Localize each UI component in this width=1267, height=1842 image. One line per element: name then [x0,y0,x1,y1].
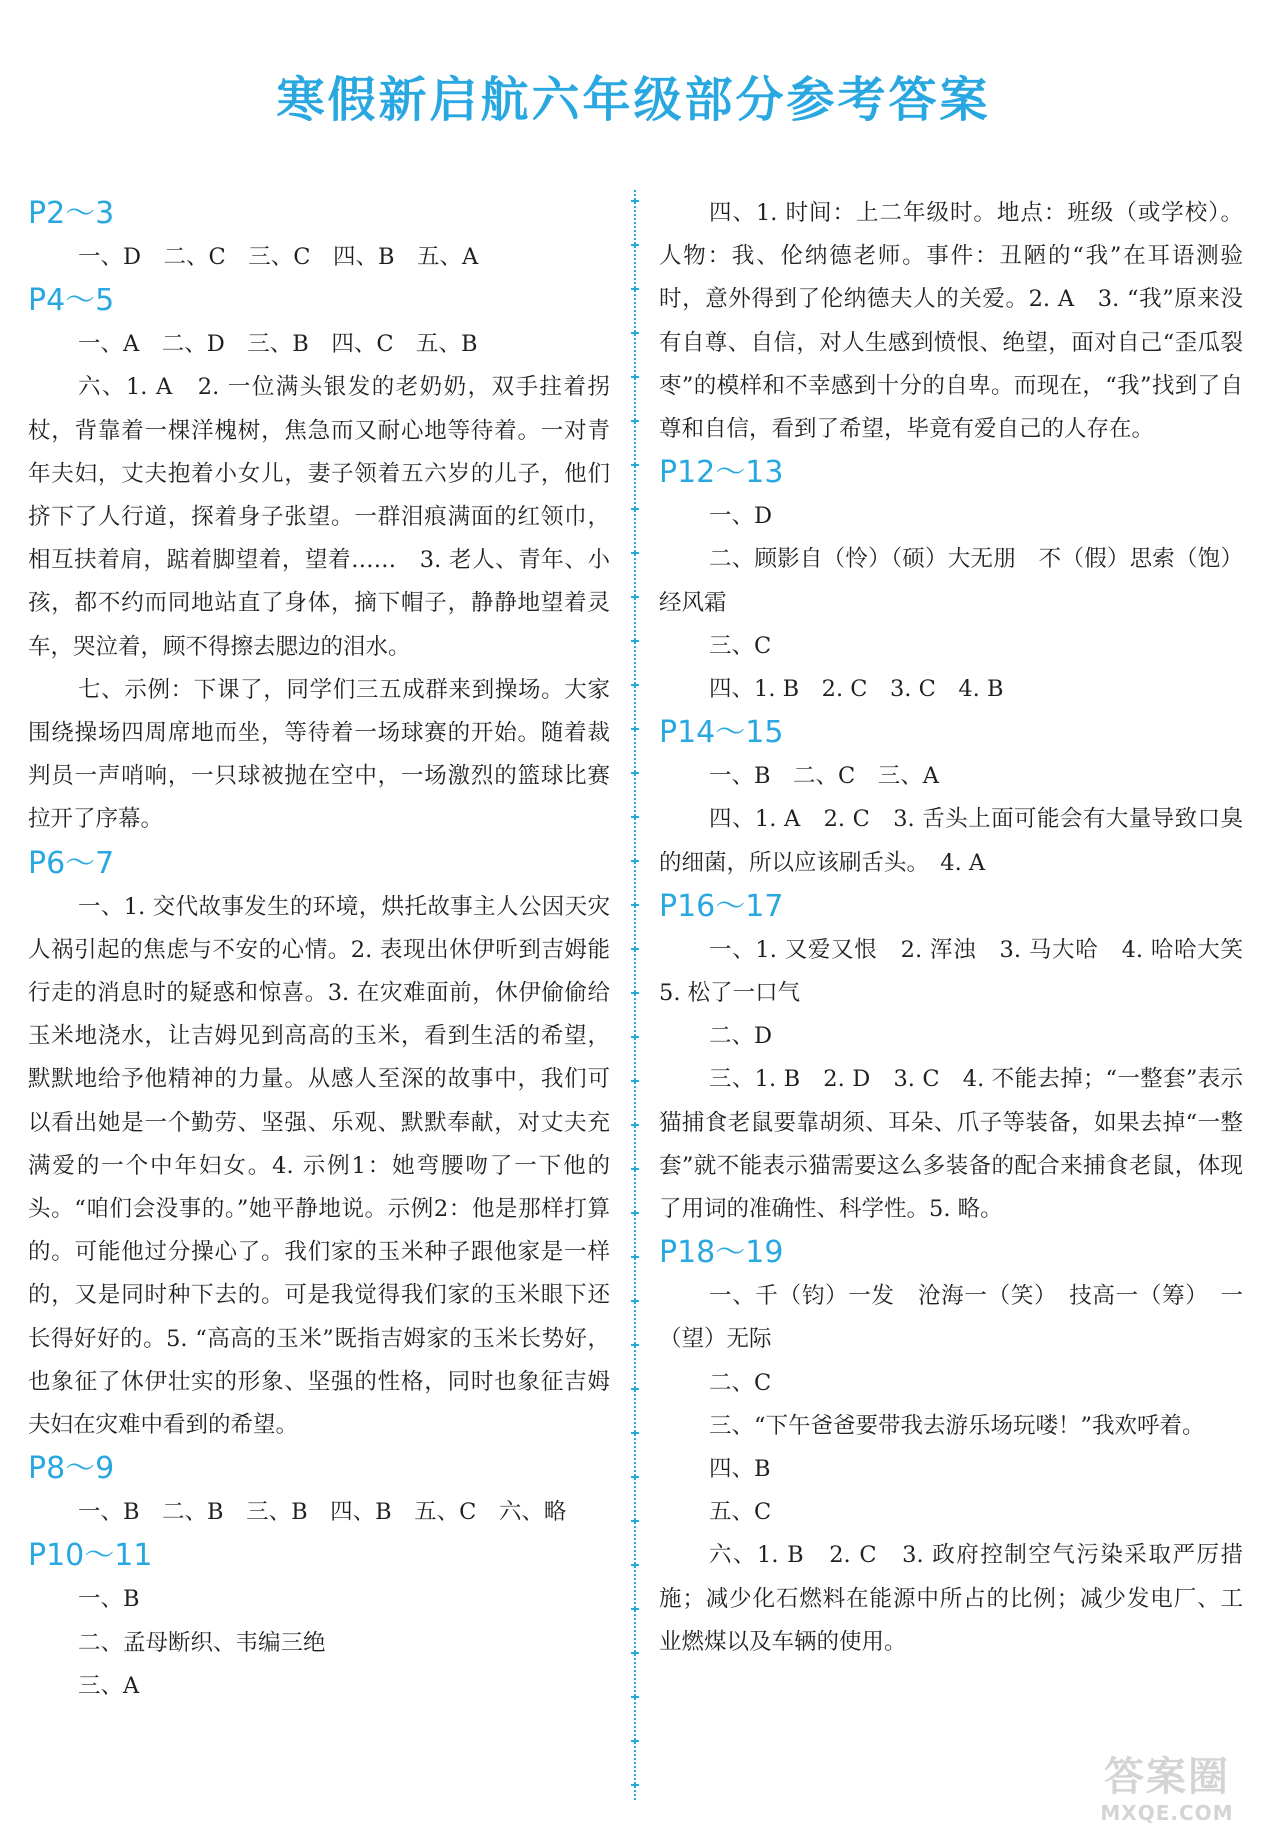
section-heading: P12～13 [659,455,784,491]
section-heading: P2～3 [28,196,115,231]
divider-tick [631,728,639,730]
divider-tick [631,640,639,642]
answer-line: 二、C [709,1369,772,1396]
divider-tick [631,376,639,378]
divider-tick [631,244,639,246]
answer-line: 二、顾影自（怜）（硕）大无朋 不（假）思索（饱）经风霜 [659,546,1243,616]
divider-tick [631,1520,639,1522]
left-column [28,192,610,1708]
answer-line: 一、B [78,1586,140,1613]
divider-tick [631,200,639,202]
answer-line: 三、A [78,1672,140,1699]
divider-tick [631,288,639,290]
divider-tick [631,1256,639,1258]
divider-tick [631,1300,639,1302]
right-column [659,192,1266,1664]
answer-line: 四、B [709,1456,771,1483]
column-divider [634,190,636,1800]
divider-tick [631,1212,639,1214]
divider-tick [631,904,639,906]
page-title: 寒假新启航六年级部分参考答案 [276,72,991,128]
divider-tick [631,1036,639,1038]
divider-tick [631,552,639,554]
answer-line: 四、1. A 2. C 3. 舌头上面可能会有大量导致口臭的细菌，所以应该刷舌头。 4. A [659,806,1243,876]
section-heading: P6～7 [28,845,115,881]
answer-line: 六、1. B 2. C 3. 政府控制空气污染采取严厉措施；减少化石燃料在能源中所占的比例；减少发电厂、工业燃煤以及车辆的使用。 [659,1542,1243,1655]
divider-tick [631,992,639,994]
divider-tick [631,1696,639,1698]
divider-tick [631,1740,639,1742]
answer-line: 二、孟母断织、韦编三绝 [78,1629,326,1656]
watermark-logo [1081,1754,1253,1834]
section-heading: P10～11 [28,1538,153,1574]
answer-line: 三、1. B 2. D 3. C 4. 不能去掉；“一整套”表示猫捕食老鼠要靠胡须、耳朵、爪子等装备，如果去掉“一整套”就不能表示猫需要这么多装备的配合来捕食老鼠，体现了用词的准确性、科学性。5. 略。 [659,1066,1243,1223]
divider-tick [631,332,639,334]
divider-tick [631,1564,639,1566]
section-heading: P14～15 [659,715,784,751]
answer-line: 一、B 二、C 三、A [709,763,939,790]
divider-tick [631,1080,639,1082]
divider-tick [631,1168,639,1170]
answer-line: 一、D 二、C 三、C 四、B 五、A [78,244,479,270]
answer-line: 七、示例：下课了，同学们三五成群来到操场。大家围绕操场四周席地而坐，等待着一场球赛的开始。随着裁判员一声哨响，一只球被抛在空中，一场激烈的篮球比赛拉开了序幕。 [28,676,610,833]
answer-line: 一、1. 又爱又恨 2. 浑浊 3. 马大哈 4. 哈哈大笑 5. 松了一口气 [659,936,1266,1007]
divider-tick [631,596,639,598]
divider-tick [631,684,639,686]
divider-tick [631,1608,639,1610]
section-heading: P16～17 [659,888,784,924]
divider-tick [631,464,639,466]
answer-line: 三、C [709,632,772,659]
divider-tick [631,860,639,862]
answer-line: 一、B 二、B 三、B 四、B 五、C 六、略 [78,1499,567,1526]
divider-tick [631,1476,639,1478]
section-heading: P18～19 [659,1235,784,1271]
answer-line: 二、D [709,1023,773,1050]
answer-line: 四、1. B 2. C 3. C 4. B [709,676,1004,703]
answer-line: 四、1. 时间：上二年级时。地点：班级（或学校）。人物：我、伦纳德老师。事件：丑陋的“我”在耳语测验时，意外得到了伦纳德夫人的关爱。2. A 3. “我”原来没有自尊、自信，对人生感到愤恨、绝望，面对自己“歪瓜裂枣”的模样和不幸感到十分的自卑。而现在，“我”找到了自尊和自信，看到了希望，毕竟有爱自己的人存在。 [659,200,1243,443]
watermark-url: MXQE.COM [1100,1801,1234,1825]
divider-tick [631,948,639,950]
divider-tick [631,508,639,510]
answer-line: 一、A 二、D 三、B 四、C 五、B [78,331,478,358]
answer-line: 一、千（钧）一发 沧海一（笑） 技高一（筹） 一（望）无际 [659,1283,1243,1353]
section-heading: P8～9 [28,1451,115,1487]
divider-tick [631,1652,639,1654]
divider-tick [631,1432,639,1434]
answer-line: 三、“下午爸爸要带我去游乐场玩喽！”我欢呼着。 [709,1412,1205,1439]
divider-tick [631,772,639,774]
divider-tick [631,420,639,422]
divider-tick [631,1124,639,1126]
section-heading: P4～5 [28,283,115,319]
divider-tick [631,1344,639,1346]
answer-line: 六、1. A 2. 一位满头银发的老奶奶，双手拄着拐杖，背靠着一棵洋槐树，焦急而又耐心地等待着。一对青年夫妇，丈夫抱着小女儿，妻子领着五六岁的儿子，他们挤下了人行道，探着身子张望。一群泪痕满面的红领巾，相互扶着肩，踮着脚望着，望着…… 3. 老人、青年、小孩，都不约而同地站直了身体，摘下帽子，静静地望着灵车，哭泣着，顾不得擦去腮边的泪水。 [28,374,610,660]
watermark-text: 答案圈 [1104,1754,1230,1800]
answer-line: 五、C [709,1499,772,1526]
divider-tick [631,1784,639,1786]
divider-tick [631,816,639,818]
answer-line: 一、D [709,503,773,530]
answer-line: 一、1. 交代故事发生的环境，烘托故事主人公因天灾人祸引起的焦虑与不安的心情。2. 表现出休伊听到吉姆能行走的消息时的疑惑和惊喜。3. 在灾难面前，休伊偷偷给玉米地浇水，让吉姆见到高高的玉米，看到生活的希望，默默地给予他精神的力量。从感人至深的故事中，我们可以看出她是一个勤劳、坚强、乐观、默默奉献，对丈夫充满爱的一个中年妇女。4. 示例1：她弯腰吻了一下他的头。“咱们会没事的。”她平静地说。示例2：他是那样打算的。可能他过分操心了。我们家的玉米种子跟他家是一样的，又是同时种下去的。可是我觉得我们家的玉米眼下还长得好好的。5. “高高的玉米”既指吉姆家的玉米长势好，也象征了休伊壮实的形象、坚强的性格，同时也象征吉姆夫妇在灾难中看到的希望。 [28,893,610,1439]
divider-tick [631,1388,639,1390]
